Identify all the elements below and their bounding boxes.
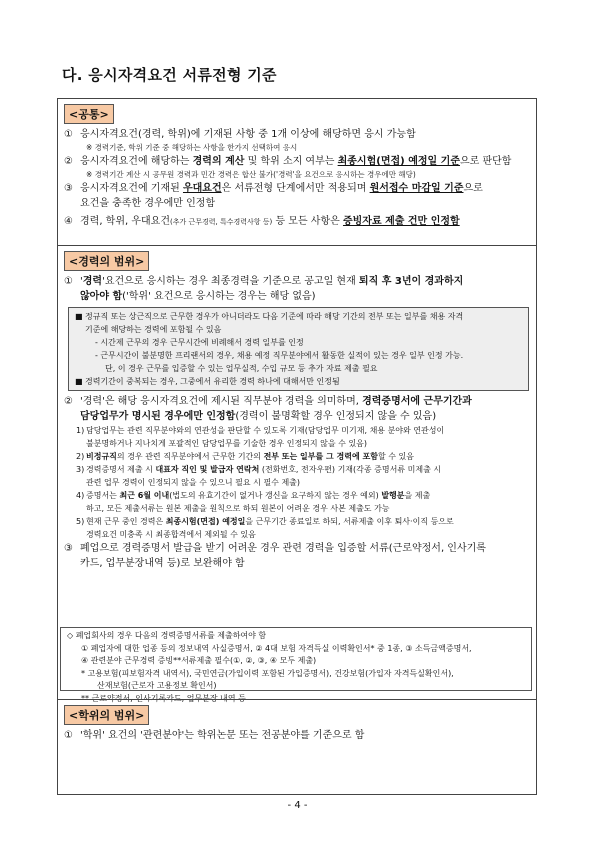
text-run: 최종시험(면접) 예정일 [165,517,246,526]
text-run: ' [80,276,83,287]
box-line: * 고용보험(피보험자격 내역서), 국민연금(가입이력 포함된 가입증명서), 건강보험(가입자 자격득실확인서), [81,668,454,678]
box-line: - 시간제 근무의 경우 근무시간에 비례해서 경력 일부를 인정 [95,338,304,347]
text-run: 증빙자료 제출 건만 인정함 [342,216,460,227]
common-header: <공통> [64,104,114,124]
text-run: 할 수 있음 [377,452,414,461]
box-line: 단, 이 경우 근무를 입증할 수 있는 업무실적, 수입 규모 등 추가 자료 제출 필요 [105,364,378,373]
common-item-2 [64,154,531,169]
career-sub-3: 3) 경력증명서 제출 시 대표자 직인 및 발급자 연락처 (전화번호, 전자우편) 기재(각종 증명서류 미제출 시 관련 업무 경력이 인정되지 않을 수 있으니 필요 시 필수 제출) [76,465,442,487]
degree-item-1: ① '학위' 요건의 '관련분야'는 학위논문 또는 전공분야를 기준으로 함 [64,730,365,741]
common-item-3-continued: 요건을 충족한 경우에만 인정함 [80,198,216,209]
text-run: 은 서류전형 단계에서만 적용되며 [221,183,370,194]
text-run: (추가 근무경력, 특수경력사항 등) [170,218,273,226]
text-run: 으로 판단함 [459,156,512,167]
item-number: ③ [64,183,73,194]
text-run: 최근 6월 이내 [119,491,170,500]
common-section [58,99,536,245]
rich-text [80,216,460,227]
closed-company-box [60,627,532,703]
text-run: 경력의 계산 [192,156,245,167]
item-number: ④ [64,216,73,227]
degree-section [58,699,536,796]
text-run: 응시자격요건에 기재된 [80,183,183,194]
square-bullet-icon: ■ [75,312,83,321]
career-section [58,245,536,627]
text-run: 및 학위 소지 여부는 [244,156,338,167]
box-line: ◇ 폐업회사의 경우 다음의 경력증명서류를 제출하여야 함 [67,631,267,640]
text-run: 비정규직 [86,452,117,461]
text-run: 경력증명서에 근무기간과 [362,396,472,407]
text-run: 의 경우 관련 직무분야에서 근무한 기간의 [116,452,264,461]
text-run: 경력, 학위, 우대요건 [80,216,170,227]
text-run: 퇴직 후 3년이 경과하지 [358,276,464,287]
text-run: 경력증명서 제출 시 [86,465,156,474]
common-note-1: ※ 경력기준, 학위 기준 중 해당하는 사항을 한가지 선택하여 응시 [86,143,298,152]
item-number: ① [64,129,73,140]
rich-text [80,396,472,407]
text-run: '경력'은 해당 응시자격요건에 제시된 직무분야 경력을 의미하며, [80,396,363,407]
rich-text [86,517,454,526]
career-info-box [68,307,529,391]
item-number: ② [64,396,73,407]
career-sub-1: 1) 담당업무는 관련 직무분야와의 연관성을 판단할 수 있도록 기재(담당업무 미기재, 채용 분야와 연관성이 불분명하거나 지나치게 포괄적인 담당업무를 기술한 경우 인정되지 않을 수 있음) [76,426,445,448]
text-run: '요건으로 응시하는 경우 최종경력을 기준으로 공고일 현재 [102,276,359,287]
box-line: ④ 관련분야 근무경력 증빙**서류제출 필수(①, ②, ③, ④ 모두 제출) [81,656,317,665]
rich-text [80,129,416,140]
text-run: 대표자 직인 및 발급자 연락처 [155,465,260,474]
career-sub-2: 2) 비정규직의 경우 관련 직무분야에서 근무한 기간의 전부 또는 일부를 그 경력에 포함할 수 있음 [76,452,414,461]
text-run: 을 근무기간 종료일로 하되, 서류제출 이후 퇴사‧이직 등으로 [245,517,454,526]
rich-text [80,183,483,194]
text-run: (경력이 불명확할 경우 인정되지 않을 수 있음) [235,411,437,422]
text-run: 등 모든 사항은 [272,216,343,227]
closed-company-section [58,627,536,703]
text-run: 을 제출 [404,491,431,500]
common-item-3 [64,181,531,211]
text-run: 원서접수 마감일 기준 [369,183,464,194]
item-number: ① [64,730,73,741]
text-run: 으로 [463,183,483,194]
rich-text [86,465,441,474]
career-item-2 [64,394,531,424]
text-run: 우대요건 [182,183,222,194]
square-bullet-icon: ■ [75,377,83,386]
item-number: ② [64,156,73,167]
common-item-4 [64,214,531,230]
text-run: 최종시험(면접) 예정일 기준 [337,156,460,167]
common-item-1 [64,127,531,142]
rich-text [86,452,414,461]
text-run: 담당업무가 명시된 경우에만 인정함 [80,411,236,422]
career-item-3: ③ 폐업으로 경력증명서 발급을 받기 어려운 경우 관련 경력을 입증할 서류(근로약정서, 인사기록 카드, 업무분장내역 등)로 보완해야 함 [64,543,486,569]
box-line: ① 폐업자에 대한 업종 등의 정보내역 사실증명서, ② 4대 보험 자격득실 이력확인서* 중 1종, ③ 소득금액증명서, [81,643,472,653]
common-note-2: ※ 경력기간 계산 시 공무원 경력과 민간 경력은 합산 불가('경력'을 요건으로 응시하는 경우에만 해당) [86,170,416,179]
text-run: 전부 또는 일부를 그 경력에 포함 [263,452,378,461]
rich-text [80,276,463,287]
box-line: ■ 경력기간이 중복되는 경우, 그중에서 유리한 경력 하나에 대해서만 인정됨 [75,377,340,386]
text-run: 경력 [82,276,103,287]
rich-text [86,491,430,500]
text-run: (법도의 유효기간이 없거나 갱신을 요구하지 않는 경우 예외) [169,491,382,500]
career-sub-5: 5) 현재 근무 중인 경력은 최종시험(면접) 예정일을 근무기간 종료일로 하되, 서류제출 이후 퇴사‧이직 등으로 경력요건 미충족 시 최종합격에서 제외될 수 있음 [76,517,454,539]
box-line: ■ 정규직 또는 상근직으로 근무한 경우가 아니더라도 다음 기준에 따라 해당 기간의 전부 또는 일부를 채용 자격 [75,312,464,321]
text-run: 않아야 함 [80,291,123,302]
criteria-frame [57,98,537,795]
text-run: 응시자격요건에 해당하는 [80,156,193,167]
rich-text [80,156,511,167]
text-run: 응시자격요건(경력, 학위)에 기재된 사항 중 1개 이상에 해당하면 응시 가능함 [80,129,416,140]
rich-text [80,411,436,422]
box-line: ** 근로약정서, 인사기록카드, 업무분장 내역 등 [81,693,246,703]
text-run: 발행분 [381,491,405,500]
text-run: (전화번호, 전자우편) 기재(각종 증명서류 미제출 시 [259,465,442,474]
box-line: 기준에 해당하는 경력에 포함될 수 있음 [85,325,222,334]
career-header: <경력의 범위> [64,251,149,271]
degree-header: <학위의 범위> [64,705,149,725]
box-line: - 근무시간이 불분명한 프리랜서의 경우, 채용 예정 직무분야에서 활동한 실적이 있는 경우 일부 인정 가능. [95,351,464,360]
page-title: 다. 응시자격요건 서류전형 기준 [62,66,277,84]
career-sub-4: 4) 증명서는 최근 6월 이내(법도의 유효기간이 없거나 갱신을 요구하지 않는 경우 예외) 발행분을 제출 하고, 모든 제출서류는 원본 제출을 원칙으로 하되 원본이 어려운 경우 사본 제출도 가능 [76,491,431,513]
text-run: 현재 근무 중인 경력은 [86,517,166,526]
text-run: ('학위' 요건으로 응시하는 경우는 해당 없음) [122,291,316,302]
career-item-1 [64,274,531,304]
page-number: - 4 - [287,800,308,811]
rich-text [80,291,316,302]
text-run: 증명서는 [86,491,120,500]
box-line: 산재보험(근로자 고용정보 확인서) [97,681,217,690]
item-number: ③ [64,543,73,554]
item-number: ① [64,276,73,287]
